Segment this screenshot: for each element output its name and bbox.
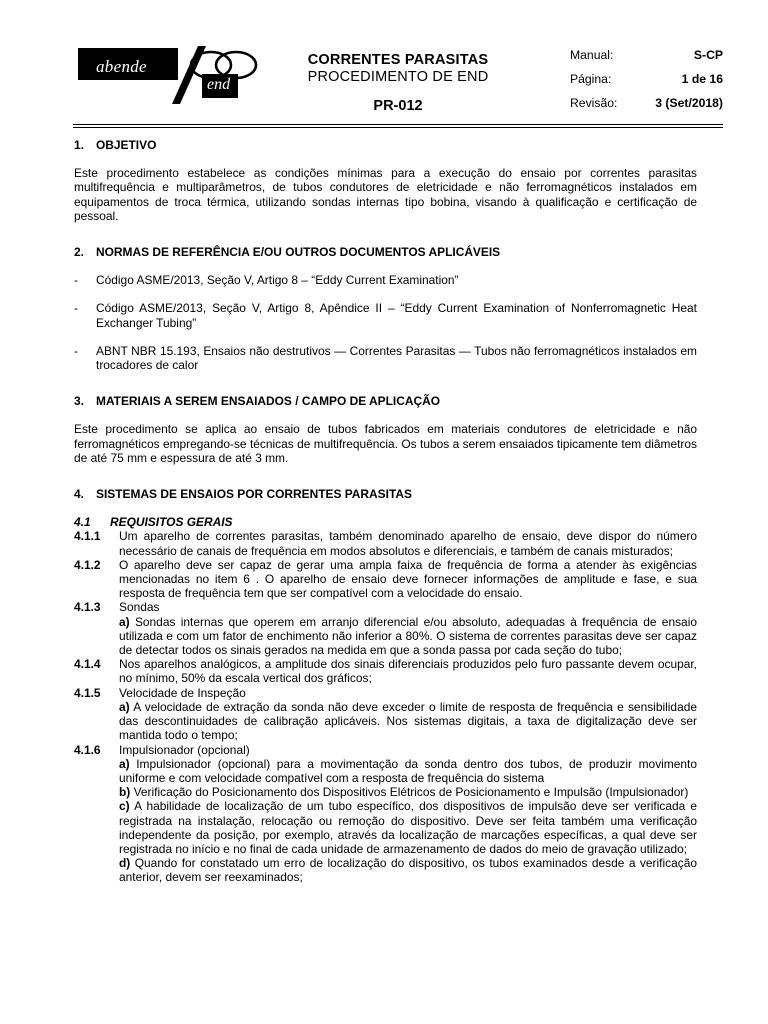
meta-value: S-CP: [693, 48, 723, 62]
sub-item-label: c): [119, 799, 130, 814]
sub-item-label: a): [119, 699, 130, 714]
sub-item-text: Impulsionador (opcional) para a movimentação da sonda dentro dos tubos, de produzir movimento uniforme e com velocidade compatível com a resposta de frequência do sistema: [119, 756, 697, 785]
list-item-text: Código ASME/2013, Seção V, Artigo 8, Apêndice II – “Eddy Current Examination of Nonferromagnetic Heat Exchanger Tubing”: [96, 301, 697, 330]
section-number: 1.: [74, 138, 84, 152]
section-title: NORMAS DE REFERÊNCIA E/OU OUTROS DOCUMENTOS APLICÁVEIS: [96, 245, 501, 260]
sub-item: [74, 700, 697, 743]
logo-end-text: end: [207, 76, 231, 93]
meta-row-page: [568, 72, 723, 96]
sub-item: [74, 799, 697, 856]
section-title: MATERIAIS A SEREM ENSAIADOS / CAMPO DE APLICAÇÃO: [96, 394, 440, 409]
paragraph: Este procedimento estabelece as condições mínimas para a execução do ensaio por correntes parasitas multifrequência e multiparâmetros, de tubos condutores de eletricidade e não ferromagnéticos instalados em equipamentos de troca térmica, utilizando sondas internas tipo bobina, visando à qualificação e certificação de pessoal.: [74, 166, 697, 223]
header-meta: [568, 48, 723, 120]
item-text: Nos aparelhos analógicos, a amplitude dos sinais diferenciais produzidos pelo furo passante devem ocupar, no mínimo, 50% da escala vertical dos gráficos;: [119, 657, 697, 686]
list-dash: -: [74, 343, 78, 358]
document-body: [74, 138, 697, 885]
list-dash: -: [74, 273, 78, 288]
item-number: 4.1.4: [74, 657, 101, 672]
numbered-item: [74, 657, 697, 685]
meta-value: 3 (Set/2018): [655, 96, 723, 110]
sub-item-label: d): [119, 856, 131, 871]
meta-row-manual: [568, 48, 723, 72]
item-text: Velocidade de Inspeção: [119, 685, 246, 700]
list-item: [74, 301, 697, 329]
list-item-text: Código ASME/2013, Seção V, Artigo 8 – “Eddy Current Examination”: [96, 273, 459, 288]
section-title: SISTEMAS DE ENSAIOS POR CORRENTES PARASITAS: [96, 487, 412, 502]
header-divider-bottom: [73, 127, 723, 128]
sub-item: [74, 757, 697, 785]
item-text: Impulsionador (opcional): [119, 742, 250, 757]
section-heading: [74, 394, 697, 408]
paragraph: Este procedimento se aplica ao ensaio de tubos fabricados em materiais condutores de eletricidade e não ferromagnéticos empregando-se técnicas de multifrequência. Os tubos a serem ensaiados tipicamente tem diâmetros de até 75 mm e espessura de até 3 mm.: [74, 422, 697, 465]
section-number: 3.: [74, 394, 84, 409]
numbered-item: [74, 529, 697, 557]
numbered-item: [74, 600, 697, 614]
subsection-number: 4.1: [74, 515, 91, 530]
meta-label: Revisão:: [570, 96, 618, 110]
header-divider-top: [73, 124, 723, 125]
item-text: Um aparelho de correntes parasitas, também denominado aparelho de ensaio, deve dispor do número necessário de canais de frequência em modos absolutos e diferenciais, e também de canais misturados;: [119, 529, 697, 558]
sub-item-text: A velocidade de extração da sonda não deve exceder o limite de resposta de frequência e sensibilidade das descontinuidades de calibração aplicáveis. Nos sistemas digitais, a taxa de digitalização deve ser mantida todo o tempo;: [119, 699, 697, 743]
item-text: O aparelho deve ser capaz de gerar uma ampla faixa de frequência de forma a atender às exigências mencionadas no item 6 . O aparelho de ensaio deve fornecer informações de amplitude e fase, e sua resposta de frequência tem que ser compatível com a velocidade do ensaio.: [119, 557, 697, 601]
meta-row-revision: [568, 96, 723, 120]
list-item: [74, 273, 697, 287]
header-procedure-code: PR-012: [373, 98, 423, 114]
document-header: [73, 40, 723, 124]
sub-item-label: b): [119, 785, 131, 800]
meta-value: 1 de 16: [681, 72, 723, 86]
subsection-title: REQUISITOS GERAIS: [110, 515, 233, 530]
list-item: [74, 344, 697, 372]
section-number: 4.: [74, 487, 84, 502]
list-dash: -: [74, 301, 78, 316]
sub-item-text: A habilidade de localização de um tubo específico, dos dispositivos de impulsão deve ser verificada e registrada na instalação, relocação ou remoção do dispositivo. Deve ser feita também uma verificação independente da posição, por exemplo, através da localização de marcações específicas, a qual deve ser registrada no início e no final de cada unidade de armazenamento de dados do meio de gravação utilizado;: [119, 799, 697, 856]
sub-item: [74, 785, 697, 799]
header-title-block: [283, 52, 513, 114]
item-number: 4.1.5: [74, 685, 101, 700]
list-item-text: ABNT NBR 15.193, Ensaios não destrutivos — Correntes Parasitas — Tubos não ferromagnéticos instalados em trocadores de calor: [96, 343, 697, 373]
item-number: 4.1.1: [74, 529, 101, 544]
logo-abende-text: abende: [96, 57, 147, 76]
subsection-heading: [74, 515, 697, 529]
sub-item-text: Sondas internas que operem em arranjo diferencial e/ou absoluto, adequadas à frequência de ensaio utilizada e com um fator de enchimento não inferior a 80%. O sistema de correntes parasitas deve ser capaz de detectar todos os sinais gerados na medida em que a sonda passa por cada seção do tubo;: [119, 614, 697, 658]
meta-label: Página:: [570, 72, 612, 86]
section-number: 2.: [74, 245, 84, 260]
abende-logo: [78, 48, 263, 98]
header-title-sub: PROCEDIMENTO DE END: [307, 69, 489, 85]
item-number: 4.1.3: [74, 600, 101, 615]
numbered-item: [74, 743, 697, 757]
item-text: Sondas: [119, 600, 160, 615]
sub-item-label: a): [119, 756, 130, 771]
section-heading: [74, 138, 697, 152]
sub-item-label: a): [119, 614, 130, 629]
item-number: 4.1.2: [74, 557, 101, 572]
numbered-item: [74, 686, 697, 700]
sub-item-text: Quando for constatado um erro de localização do dispositivo, os tubos examinados desde a verificação anterior, devem ser reexaminados;: [119, 856, 697, 885]
item-number: 4.1.6: [74, 742, 101, 757]
section-heading: [74, 487, 697, 501]
header-title-main: CORRENTES PARASITAS: [307, 52, 489, 68]
section-title: OBJETIVO: [96, 138, 157, 152]
numbered-item: [74, 558, 697, 601]
sub-item: [74, 856, 697, 884]
meta-label: Manual:: [570, 48, 614, 62]
sub-item-text: Verificação do Posicionamento dos Dispositivos Elétricos de Posicionamento e Impulsão (Impulsionador): [133, 785, 689, 800]
section-heading: [74, 245, 697, 259]
sub-item: [74, 615, 697, 658]
